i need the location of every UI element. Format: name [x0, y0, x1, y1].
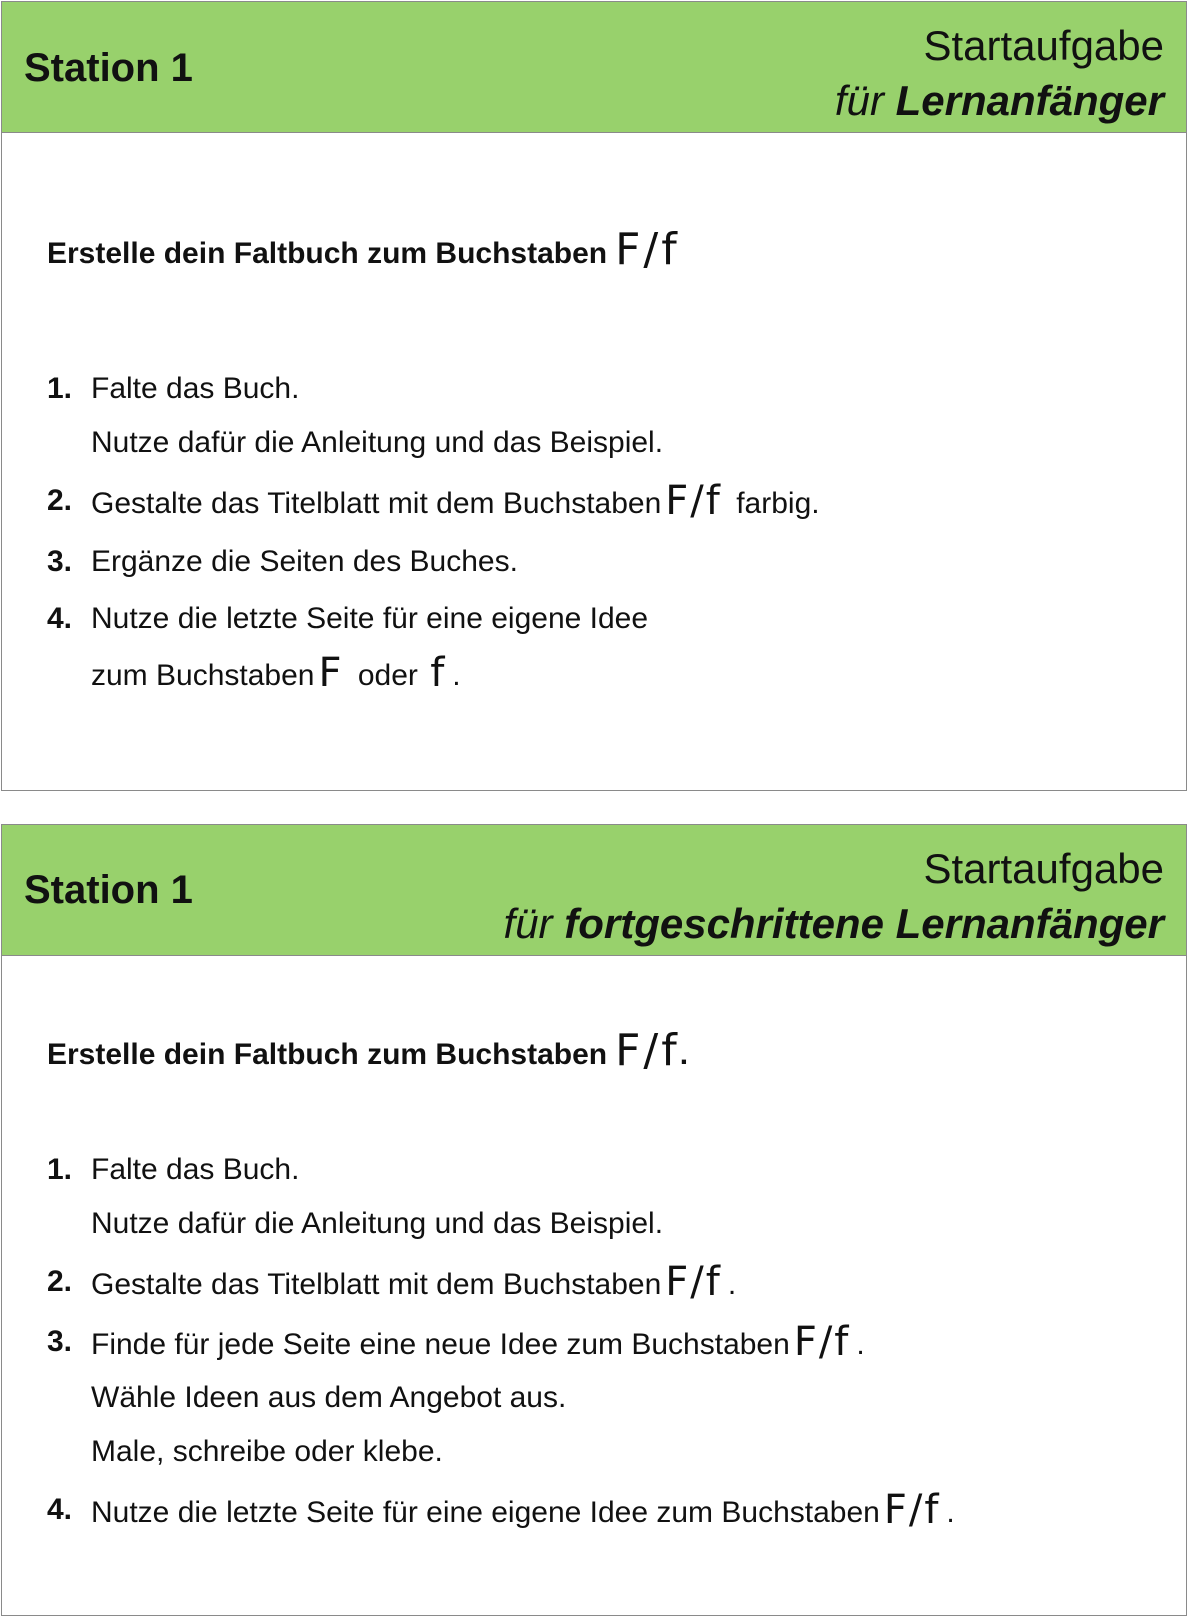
- task-heading: [47, 1025, 688, 1076]
- step-number: 2.: [47, 484, 73, 517]
- task-text: Erstelle dein Faltbuch zum Buchstaben: [47, 1038, 608, 1071]
- task-text: Erstelle dein Faltbuch zum Buchstaben: [47, 237, 608, 270]
- step-text-pre: Gestalte das Titelblatt mit dem Buchstaben: [91, 1268, 662, 1301]
- station-label: Station 1: [24, 46, 193, 90]
- title-audience: Lernanfänger: [895, 77, 1164, 124]
- card-header: [2, 825, 1186, 956]
- card-header: [2, 2, 1186, 133]
- task-letters: F/f: [615, 1025, 680, 1076]
- step-text-2: Nutze dafür die Anleitung und das Beispiel.: [91, 426, 664, 459]
- step-text-pre: Gestalte das Titelblatt mit dem Buchstaben: [91, 487, 662, 520]
- title-fuer: für: [834, 77, 884, 124]
- title-line-2: [504, 896, 1164, 951]
- header-title: [504, 841, 1164, 951]
- header-title: [835, 18, 1164, 128]
- step-text: [91, 1251, 955, 1313]
- step-text-pre: zum Buchstaben: [91, 659, 315, 692]
- title-line-2: [835, 73, 1164, 128]
- step-text-pre: Nutze die letzte Seite für eine eigene Idee zum Buchstaben: [91, 1496, 880, 1529]
- task-end: .: [679, 1038, 689, 1071]
- title-line-1: Startaufgabe: [923, 22, 1164, 69]
- steps-list: [47, 362, 820, 700]
- step-item: [47, 1251, 955, 1313]
- step-item: [47, 1143, 955, 1251]
- step-text-pre: Finde für jede Seite eine neue Idee zum Buchstaben: [91, 1328, 790, 1361]
- step-number: 1.: [47, 372, 73, 405]
- step-text: [91, 1479, 955, 1541]
- step-text: [91, 1313, 955, 1371]
- step-letters: F/f: [665, 1259, 722, 1305]
- step-number: 3.: [47, 1325, 73, 1358]
- title-audience: fortgeschrittene Lernanfänger: [564, 900, 1164, 947]
- step-item: [47, 1479, 955, 1541]
- step-text-post: .: [946, 1496, 955, 1529]
- step-item: [47, 1313, 955, 1479]
- step-letters: F/f: [883, 1487, 941, 1533]
- title-fuer: für: [503, 900, 553, 947]
- step-number: 2.: [47, 1265, 73, 1298]
- step-text-2: Wähle Ideen aus dem Angebot aus.: [91, 1381, 567, 1414]
- step-number: 1.: [47, 1153, 73, 1186]
- task-card-advanced: [1, 824, 1187, 1616]
- step-number: 4.: [47, 1493, 73, 1526]
- task-card-beginners: [1, 1, 1187, 791]
- step-number: 4.: [47, 602, 73, 635]
- step-text-post: farbig.: [727, 487, 820, 520]
- task-letters: F/f: [615, 224, 680, 275]
- step-text: Falte das Buch.: [91, 1153, 300, 1186]
- step-letters: F/f: [793, 1319, 851, 1365]
- step-letters: F/f: [665, 478, 722, 524]
- step-text-2: Nutze dafür die Anleitung und das Beispiel.: [91, 1207, 664, 1240]
- step-text-2: [91, 646, 820, 700]
- station-label: Station 1: [24, 868, 193, 912]
- step-number: 3.: [47, 545, 73, 578]
- step-text: Nutze die letzte Seite für eine eigene Idee: [91, 602, 649, 635]
- step-letter-a: F: [318, 650, 344, 696]
- task-heading: [47, 224, 680, 275]
- step-letter-b: f: [430, 650, 447, 696]
- title-line-1: Startaufgabe: [923, 845, 1164, 892]
- step-text-post: .: [452, 659, 461, 692]
- steps-list: [47, 1143, 955, 1541]
- step-text-mid: oder: [349, 659, 427, 692]
- step-item: [47, 362, 820, 470]
- step-text-post: .: [727, 1268, 737, 1301]
- step-text: [91, 470, 820, 532]
- step-text: Falte das Buch.: [91, 372, 300, 405]
- step-item: [47, 532, 820, 592]
- step-text-post: .: [856, 1328, 865, 1361]
- step-item: [47, 592, 820, 700]
- step-item: [47, 470, 820, 532]
- step-text: Ergänze die Seiten des Buches.: [91, 545, 518, 578]
- step-text-3: Male, schreibe oder klebe.: [91, 1435, 443, 1468]
